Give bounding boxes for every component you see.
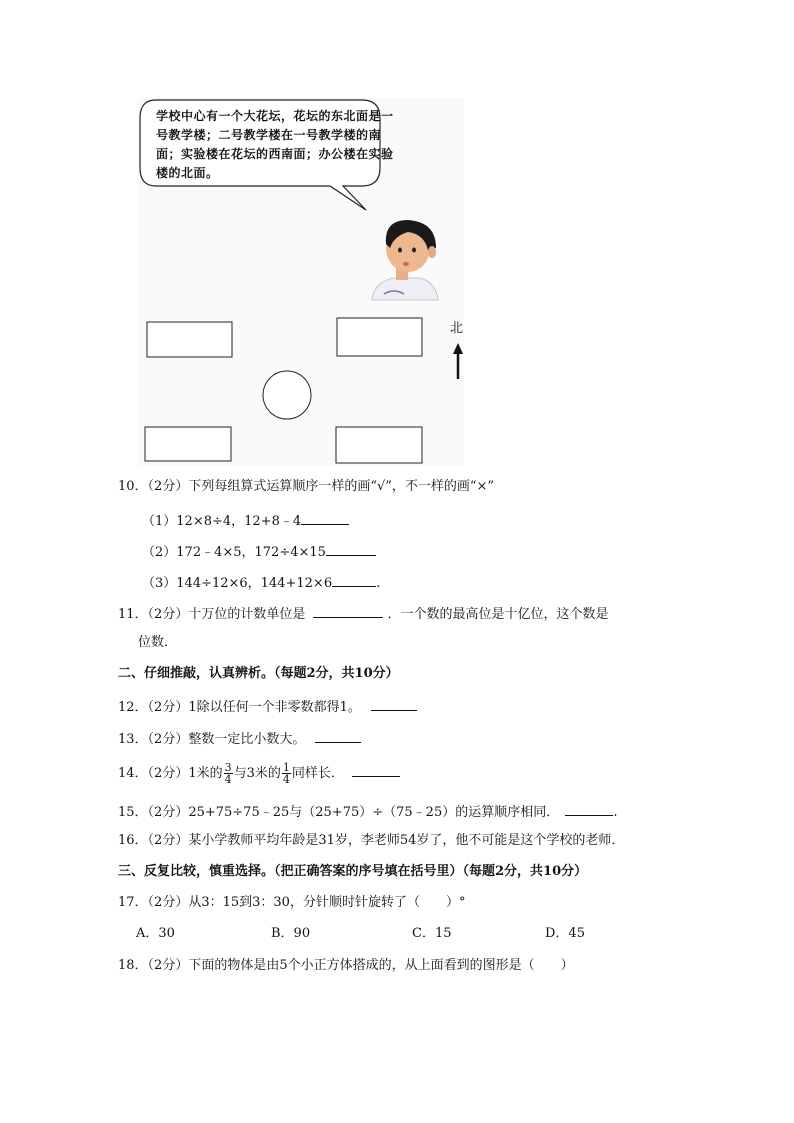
q17-stem: 17．（2分）从3：15到3：30，分针顺时针旋转了（ ）° bbox=[118, 895, 466, 910]
q15-end: . bbox=[613, 805, 618, 820]
boy-illustration bbox=[372, 220, 438, 300]
map-figure bbox=[138, 98, 464, 466]
q16-text: 16．（2分）某小学教师平均年龄是31岁，李老师54岁了，他不可能是这个学校的老师． bbox=[118, 833, 625, 848]
q10-item-3-text: （3）144÷12×6，144+12×6 bbox=[142, 576, 333, 591]
building-box-bottom-right bbox=[336, 427, 422, 463]
q18-stem: 18．（2分）下面的物体是由5个小正方体搭成的，从上面看到的图形是（ ） bbox=[118, 958, 574, 973]
q10-item-1 bbox=[142, 511, 349, 530]
q10-stem: 10．（2分）下列每组算式运算顺序一样的画“√”，不一样的画“×” bbox=[118, 479, 495, 494]
section-2-title: 二、仔细推敲，认真辨析。（每题2分，共10分） bbox=[118, 666, 399, 681]
q10-item-2 bbox=[142, 542, 376, 561]
q14-part-3: 同样长． bbox=[291, 766, 344, 781]
q10-item-3 bbox=[142, 573, 380, 592]
q10-item-2-blank[interactable] bbox=[326, 542, 376, 556]
q10-item-1-text: （1）12×8÷4，12+8﹣4 bbox=[142, 514, 302, 529]
q13 bbox=[118, 729, 361, 748]
q13-text: 13．（2分）整数一定比小数大。 bbox=[118, 732, 306, 747]
q14-fraction-1-denominator: 4 bbox=[224, 773, 232, 786]
q13-blank[interactable] bbox=[315, 729, 361, 743]
speech-bubble-text: 学校中心有一个大花坛，花坛的东北面是一号教学楼；二号教学楼在一号教学楼的南面；实验楼在花坛的西南面；办公楼在实验楼的北面。 bbox=[156, 109, 394, 180]
q10-item-3-end: . bbox=[376, 576, 381, 591]
q14-fraction-2-numerator: 1 bbox=[282, 761, 290, 774]
q14-fraction-1 bbox=[224, 762, 233, 785]
q14-part-2: 与3米的 bbox=[233, 766, 281, 781]
building-box-bottom-left bbox=[145, 427, 231, 461]
q17-option-a[interactable]: A．30 bbox=[136, 926, 175, 941]
q15-blank[interactable] bbox=[565, 802, 613, 816]
q14-part-1: 14．（2分）1米的 bbox=[118, 766, 223, 781]
north-label: 北 bbox=[450, 321, 464, 336]
q15 bbox=[118, 802, 618, 821]
q17-option-c[interactable]: C．15 bbox=[412, 926, 452, 941]
q15-text: 15．（2分）25+75÷75﹣25与（25+75）÷（75﹣25）的运算顺序相同． bbox=[118, 805, 560, 820]
flower-bed-circle bbox=[263, 371, 311, 419]
building-box-top-right bbox=[337, 318, 422, 356]
q17-option-d[interactable]: D．45 bbox=[545, 926, 585, 941]
q12-text: 12．（2分）1除以任何一个非零数都得1。 bbox=[118, 700, 361, 715]
q11-part-2: ．一个数的最高位是十亿位，这个数是 bbox=[387, 607, 609, 622]
section-3-title: 三、反复比较，慎重选择。（把正确答案的序号填在括号里）（每题2分，共10分） bbox=[118, 864, 588, 879]
q14 bbox=[118, 761, 400, 787]
north-arrow-icon bbox=[453, 343, 463, 379]
q10-item-2-text: （2）172﹣4×5，172÷4×15 bbox=[142, 545, 326, 560]
q11-part-1: 11．（2分）十万位的计数单位是 bbox=[118, 607, 306, 622]
q14-fraction-2 bbox=[282, 762, 291, 785]
q14-blank[interactable] bbox=[352, 763, 400, 777]
q12 bbox=[118, 697, 417, 716]
q14-fraction-1-numerator: 3 bbox=[224, 761, 232, 774]
q14-fraction-2-denominator: 4 bbox=[282, 773, 290, 786]
q12-blank[interactable] bbox=[371, 697, 417, 711]
q17-option-b[interactable]: B．90 bbox=[271, 926, 311, 941]
q11-line-1 bbox=[118, 604, 608, 623]
q10-item-3-blank[interactable] bbox=[332, 573, 376, 587]
q10-item-1-blank[interactable] bbox=[301, 511, 349, 525]
building-box-top-left bbox=[147, 322, 232, 357]
q11-line-2: 位数． bbox=[138, 635, 178, 650]
q11-blank[interactable] bbox=[313, 604, 383, 618]
